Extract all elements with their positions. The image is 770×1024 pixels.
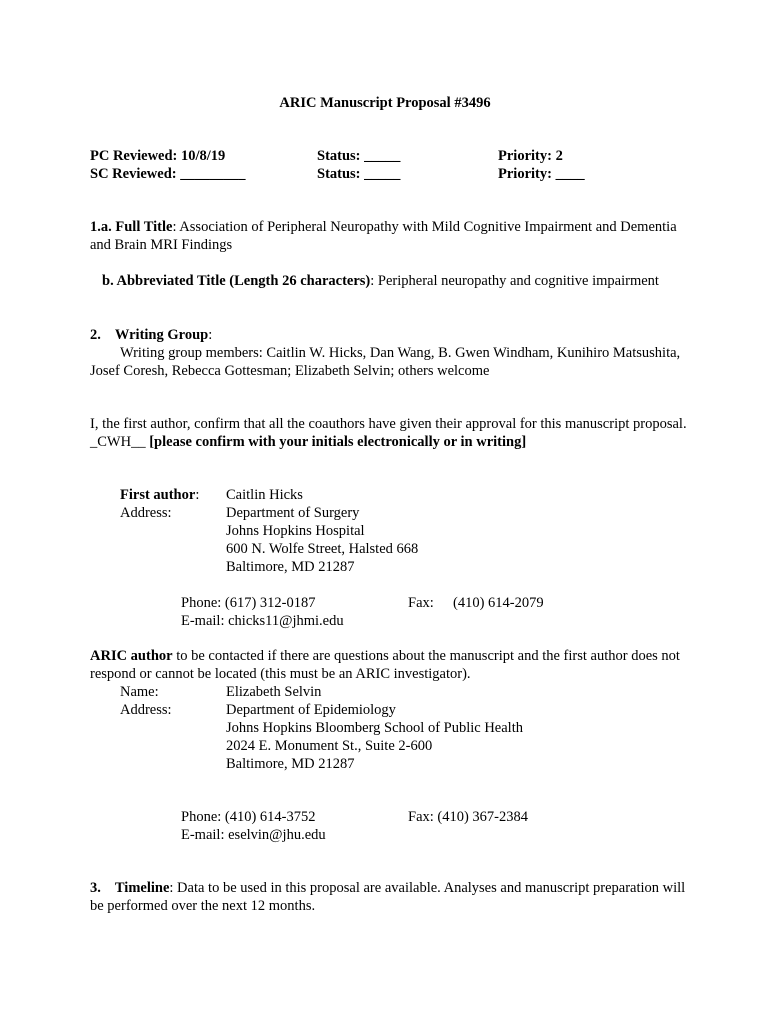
first-author-addr4: Baltimore, MD 21287 xyxy=(226,559,355,575)
aric-author-fax: Fax: (410) 367-2384 xyxy=(408,809,529,825)
first-author-fax-label: Fax: xyxy=(408,595,434,611)
writing-group-members: Writing group members: Caitlin W. Hicks, Dan Wang, B. Gwen Windham, Kunihiro Matsushita, Josef Coresh, Rebecca Gottesman; Elizabeth Selvin; others welcome xyxy=(90,345,681,379)
aric-author-name: Elizabeth Selvin xyxy=(226,684,322,700)
abbrev-title-label: b. Abbreviated Title (Length 26 characters) xyxy=(102,273,371,289)
first-author-name: Caitlin Hicks xyxy=(226,487,303,503)
timeline-text: : Data to be used in this proposal are available. Analyses and manuscript preparation will be performed over the next 12 months. xyxy=(90,880,686,914)
abbrev-title-text: : Peripheral neuropathy and cognitive impairment xyxy=(370,273,659,289)
aric-author-intro xyxy=(90,647,690,683)
writing-group-number: 2. xyxy=(90,327,101,343)
status-pc: Status: _____ xyxy=(317,148,401,164)
first-author-addr1: Department of Surgery xyxy=(226,505,360,521)
confirmation-instruction: [please confirm with your initials electronically or in writing] xyxy=(149,434,527,450)
first-author-addr2: Johns Hopkins Hospital xyxy=(226,523,365,539)
first-author-label-line xyxy=(120,486,199,504)
full-title-section xyxy=(90,218,690,254)
aric-author-address-label: Address: xyxy=(120,702,172,718)
first-author-label: First author xyxy=(120,487,196,503)
first-author-email: E-mail: chicks11@jhmi.edu xyxy=(181,613,344,629)
aric-author-label: ARIC author xyxy=(90,648,173,664)
priority-sc: Priority: ____ xyxy=(498,166,585,182)
aric-author-addr1: Department of Epidemiology xyxy=(226,702,396,718)
coauthor-confirmation xyxy=(90,415,690,451)
aric-author-addr4: Baltimore, MD 21287 xyxy=(226,756,355,772)
aric-author-addr3: 2024 E. Monument St., Suite 2-600 xyxy=(226,738,433,754)
priority-pc: Priority: 2 xyxy=(498,148,563,164)
aric-author-email: E-mail: eselvin@jhu.edu xyxy=(181,827,326,843)
confirmation-text: I, the first author, confirm that all the coauthors have given their approval for this manuscript proposal. _CWH__ xyxy=(90,416,687,450)
pc-reviewed: PC Reviewed: 10/8/19 xyxy=(90,148,226,164)
writing-group-label: Writing Group xyxy=(114,327,209,343)
timeline-section xyxy=(90,879,690,915)
timeline-number: 3. xyxy=(90,880,101,896)
writing-group-colon: : xyxy=(208,327,213,343)
aric-author-phone: Phone: (410) 614-3752 xyxy=(181,809,316,825)
aric-author-name-label: Name: xyxy=(120,684,159,700)
full-title-label: 1.a. Full Title xyxy=(90,219,173,235)
first-author-fax: (410) 614-2079 xyxy=(453,595,544,611)
aric-author-addr2: Johns Hopkins Bloomberg School of Public Health xyxy=(226,720,523,736)
abbrev-title-section xyxy=(90,272,690,290)
first-author-phone: Phone: (617) 312-0187 xyxy=(181,595,316,611)
sc-reviewed: SC Reviewed: _________ xyxy=(90,166,246,182)
full-title-text: : Association of Peripheral Neuropathy with Mild Cognitive Impairment and Dementia and Brain MRI Findings xyxy=(90,219,677,253)
timeline-label: Timeline xyxy=(114,880,170,896)
status-sc: Status: _____ xyxy=(317,166,401,182)
page-title: ARIC Manuscript Proposal #3496 xyxy=(279,95,491,111)
first-author-colon: : xyxy=(195,487,200,503)
first-author-address-label: Address: xyxy=(120,505,172,521)
aric-author-description: to be contacted if there are questions about the manuscript and the first author does not respond or cannot be located (this must be an ARIC investigator). xyxy=(90,648,680,682)
writing-group-heading xyxy=(90,326,212,344)
first-author-addr3: 600 N. Wolfe Street, Halsted 668 xyxy=(226,541,419,557)
